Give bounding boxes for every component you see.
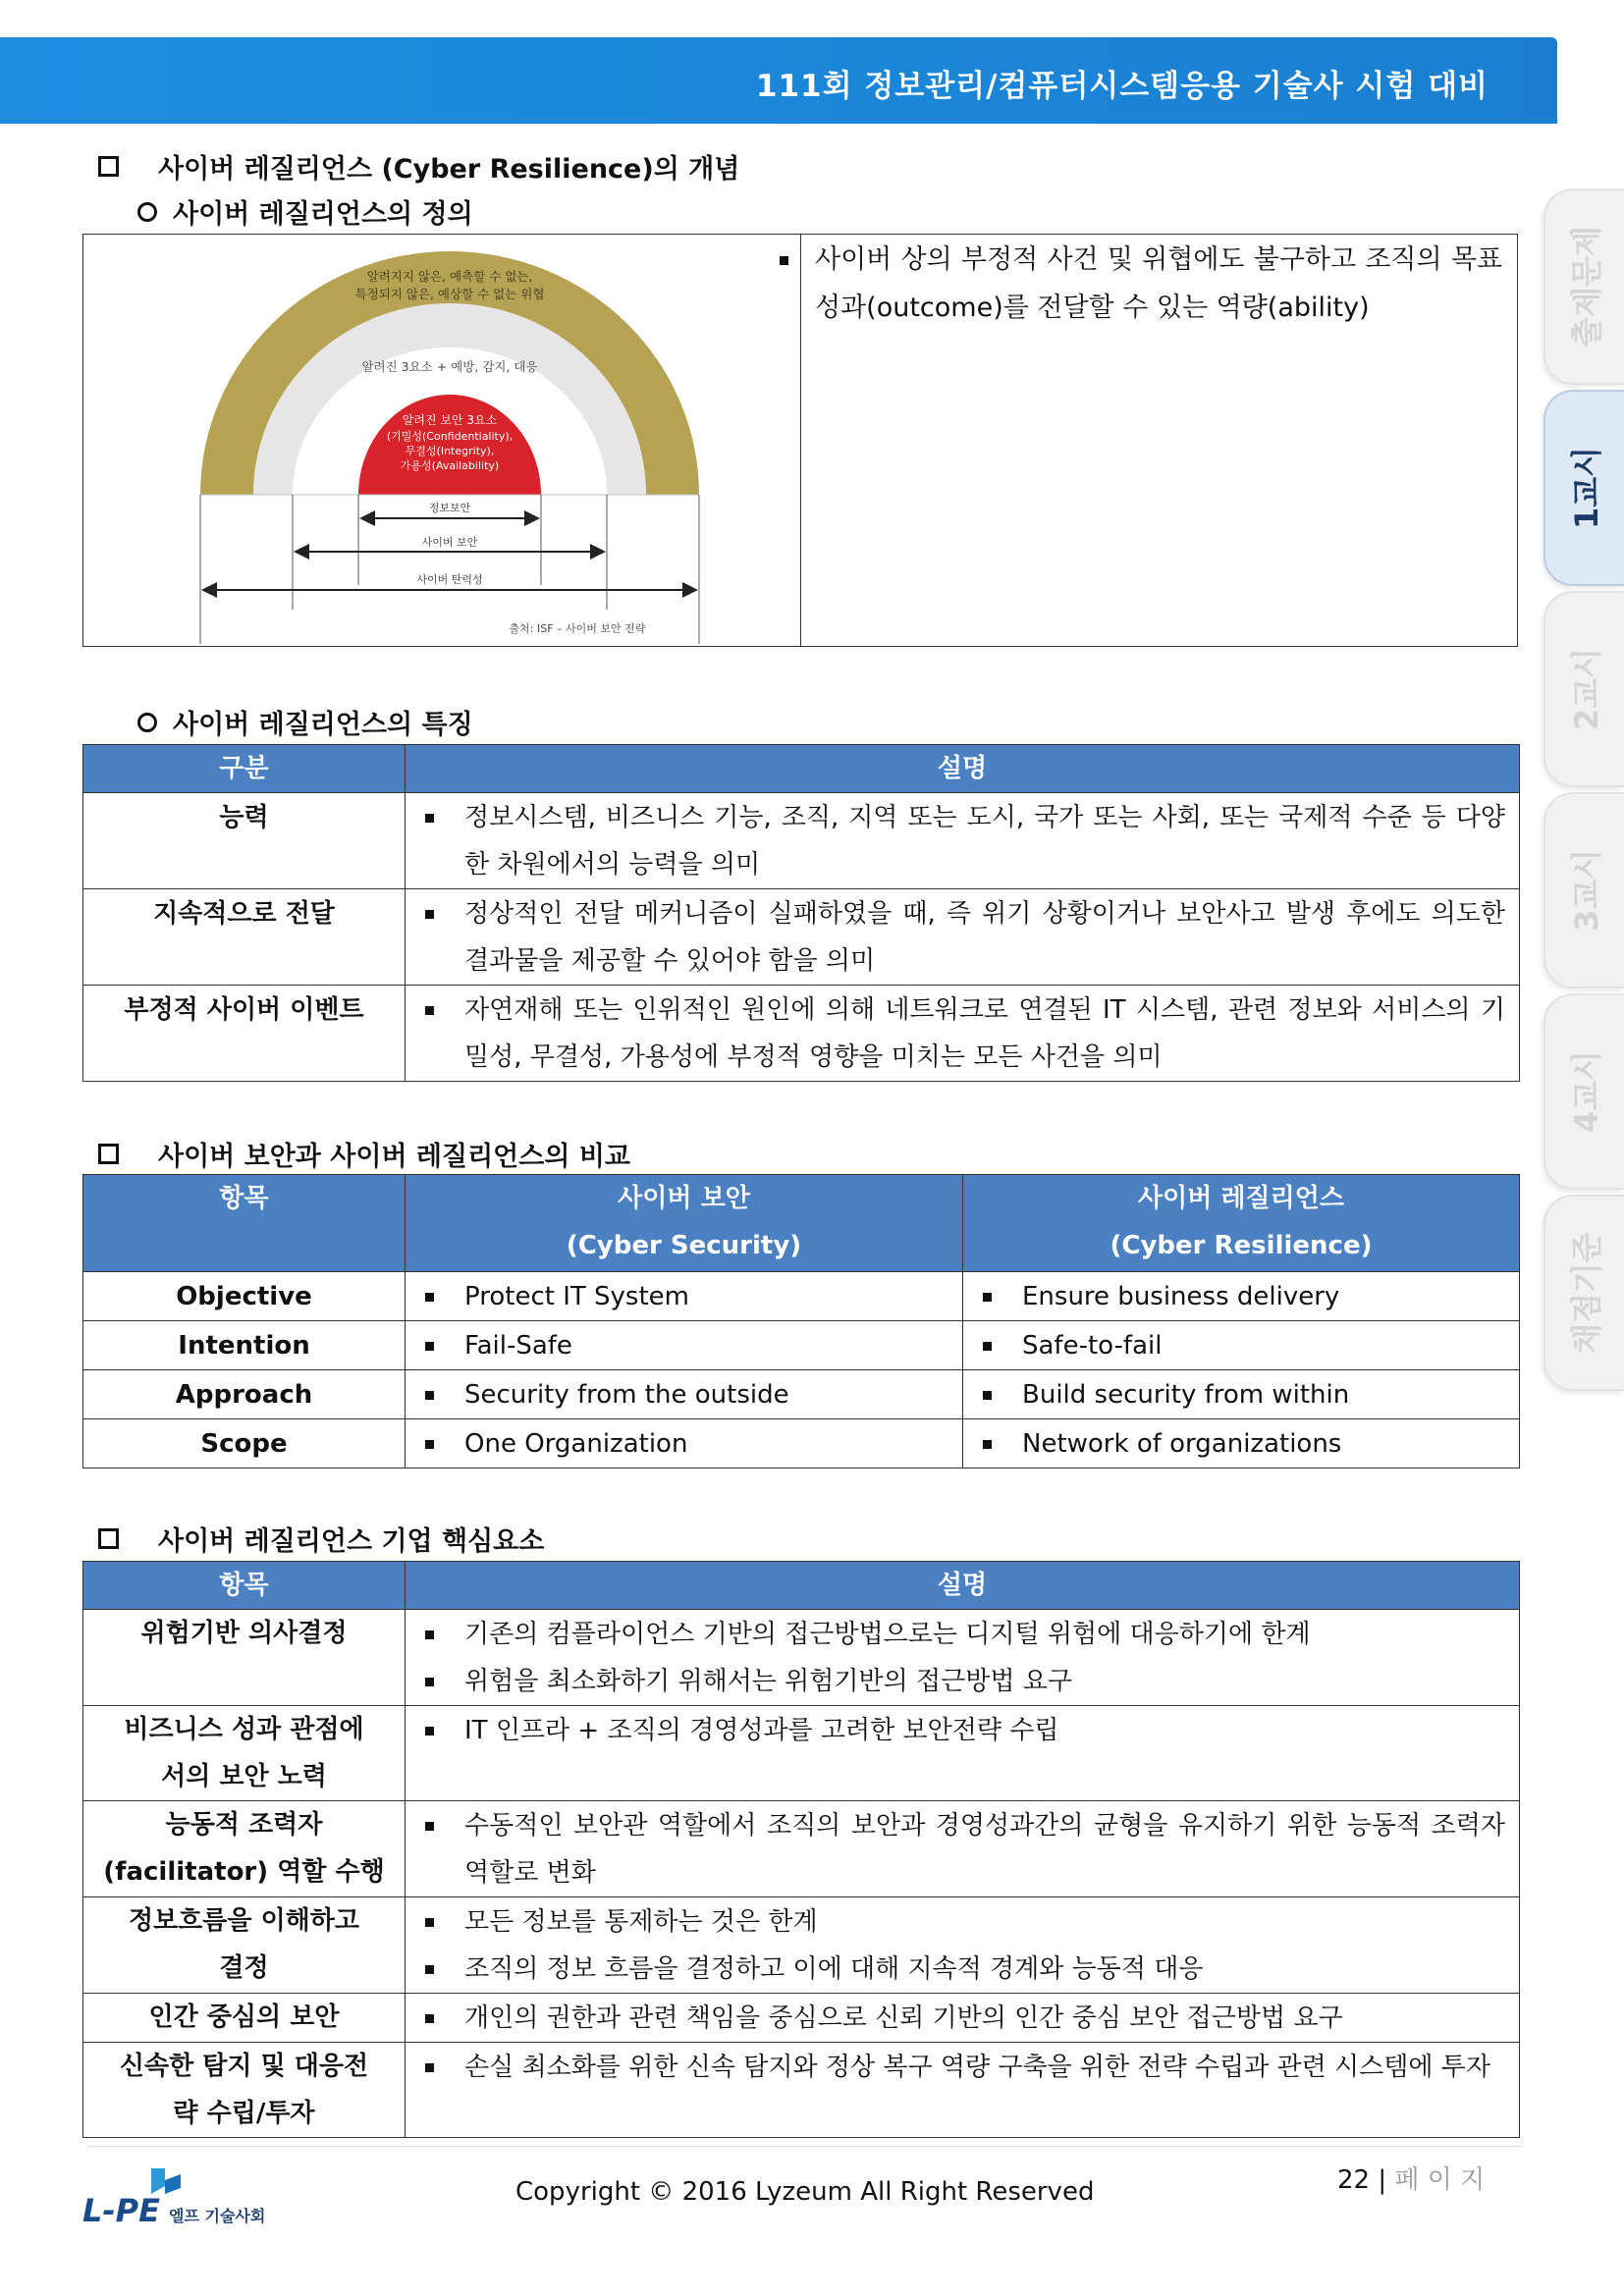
bullet-text: One Organization [464, 1420, 948, 1468]
row-key [83, 1610, 406, 1706]
checkbox-square-icon [98, 156, 119, 177]
bullet-text: 기존의 컴플라이언스 기반의 접근방법으로는 디지털 위험에 대응하기에 한계 [464, 1611, 1505, 1658]
tab-grading[interactable] [1543, 1195, 1624, 1391]
section-title-core-elements [98, 1520, 544, 1558]
arrow-label-cyber-security: 사이버 보안 [421, 536, 478, 549]
row-key: 부정적 사이버 이벤트 [83, 986, 406, 1082]
table-row [83, 889, 1520, 986]
key-line: (facilitator) 역할 수행 [103, 1857, 385, 1887]
definition-text: 사이버 상의 부정적 사건 및 위협에도 불구하고 조직의 목표 성과(outcome)를 전달할 수 있는 역량(ability) [815, 236, 1502, 332]
lpe-logo-icon [82, 2164, 279, 2233]
table-header: 구분 [83, 745, 406, 793]
header-subtext: (Cyber Security) [566, 1231, 802, 1260]
tab-period-3[interactable] [1543, 792, 1624, 988]
table-row [83, 1321, 1520, 1370]
bullet-text: Safe-to-fail [1022, 1322, 1505, 1369]
tab-label: 출제문제 [1568, 226, 1605, 347]
bullet-text: 손실 최소화를 위한 신속 탐지와 정상 복구 역량 구축을 위한 전략 수립과 관련 시스템에 투자 [464, 2044, 1505, 2091]
key-line: 서의 보안 노력 [161, 1762, 327, 1791]
row-key [83, 2043, 406, 2138]
table-row [83, 1272, 1520, 1321]
inner-item-3: 가용성(Availability) [400, 459, 500, 472]
table-row [83, 1706, 1520, 1801]
heading-text: 사이버 보안과 사이버 레질리언스의 비교 [158, 1142, 630, 1172]
copyright-text: Copyright © 2016 Lyzeum All Right Reserved [515, 2177, 1095, 2207]
row-key: Scope [83, 1419, 406, 1468]
heading-text: 사이버 레질리언스 (Cyber Resilience)의 개념 [158, 154, 740, 185]
bullet-text: Ensure business delivery [1022, 1273, 1505, 1320]
key-line: 인간 중심의 보안 [148, 2002, 340, 2032]
row-cell [963, 1370, 1520, 1419]
heading-text: 사이버 레질리언스의 특징 [173, 710, 473, 740]
row-cell [963, 1419, 1520, 1468]
circle-bullet-icon [137, 713, 157, 732]
row-desc [406, 889, 1520, 986]
tab-label: 채점기준 [1568, 1232, 1605, 1354]
heading-text: 사이버 레질리언스 기업 핵심요소 [158, 1526, 545, 1557]
subsection-features [137, 703, 473, 741]
tab-exam-questions[interactable] [1543, 188, 1624, 385]
bullet-text: 조직의 정보 흐름을 결정하고 이에 대해 지속적 경계와 능동적 대응 [464, 1946, 1505, 1993]
table-row [83, 1994, 1520, 2043]
diagram-source: 출처: ISF – 사이버 보안 전략 [509, 622, 646, 635]
row-key: 지속적으로 전달 [83, 889, 406, 986]
logo-subtext: 엘프 기술사회 [169, 2207, 266, 2225]
footer-divider [88, 2146, 1522, 2147]
checkbox-square-icon [98, 1144, 119, 1164]
tab-label: 4교시 [1568, 1049, 1605, 1134]
lpe-logo [82, 2164, 279, 2237]
header-subtext: (Cyber Resilience) [1110, 1231, 1373, 1260]
features-table [82, 744, 1520, 1082]
row-key [83, 1706, 406, 1801]
row-cell [963, 1321, 1520, 1370]
row-cell [406, 1321, 963, 1370]
key-line: 신속한 탐지 및 대응전 [119, 2052, 369, 2081]
row-key [83, 1897, 406, 1994]
tab-period-2[interactable] [1543, 591, 1624, 787]
core-elements-table [82, 1561, 1520, 2138]
row-key: 능력 [83, 793, 406, 889]
tab-period-4[interactable] [1543, 993, 1624, 1190]
table-header: 설명 [406, 1562, 1520, 1610]
bullet-text: Network of organizations [1022, 1420, 1505, 1468]
inner-title: 알려진 보안 3요소 [402, 413, 498, 427]
table-row [83, 1610, 1520, 1706]
table-header: 항목 [83, 1562, 406, 1610]
bullet-text: 개인의 권한과 관련 책임을 중심으로 신뢰 기반의 인간 중심 보안 접근방법 요구 [464, 1995, 1505, 2042]
bullet-text: Protect IT System [464, 1273, 948, 1320]
row-cell [406, 1370, 963, 1419]
outer-arch-text-2: 특정되지 않은, 예상할 수 없는 위협 [354, 287, 545, 301]
checkbox-square-icon [98, 1528, 119, 1549]
table-row [83, 1801, 1520, 1897]
row-cell [406, 1419, 963, 1468]
row-desc [406, 1994, 1520, 2043]
inner-item-1: (기밀성(Confidentiality), [386, 430, 514, 443]
row-cell [406, 1272, 963, 1321]
table-row [83, 1897, 1520, 1994]
table-header [83, 1175, 406, 1272]
row-key: Approach [83, 1370, 406, 1419]
table-header [406, 1175, 963, 1272]
row-desc [406, 986, 1520, 1082]
bullet-text: 자연재해 또는 인위적인 원인에 의해 네트워크로 연결된 IT 시스템, 관련 정보와 서비스의 기밀성, 무결성, 가용성에 부정적 영향을 미치는 모든 사건을 의미 [464, 987, 1505, 1081]
circle-bullet-icon [137, 202, 157, 222]
row-desc [406, 1706, 1520, 1801]
arrow-label-info-security: 정보보안 [428, 502, 471, 514]
table-row [83, 2043, 1520, 2138]
table-row [83, 793, 1520, 889]
table-header [963, 1175, 1520, 1272]
heading-text: 사이버 레질리언스의 정의 [173, 199, 473, 230]
table-row [83, 1419, 1520, 1468]
row-desc [406, 2043, 1520, 2138]
bullet-text: 모든 정보를 통제하는 것은 한계 [464, 1898, 1505, 1946]
tab-label: 1교시 [1568, 446, 1605, 530]
section-title-comparison [98, 1135, 630, 1173]
tab-period-1[interactable] [1543, 390, 1624, 586]
key-line: 위험기반 의사결정 [140, 1619, 348, 1648]
bullet-text: 정보시스템, 비즈니스 기능, 조직, 지역 또는 도시, 국가 또는 사회, 또는 국제적 수준 등 다양한 차원에서의 능력을 의미 [464, 794, 1505, 888]
resilience-arch-diagram [185, 251, 715, 644]
page-separator: | [1378, 2165, 1387, 2195]
tab-label: 3교시 [1568, 848, 1605, 933]
row-key: Intention [83, 1321, 406, 1370]
header-text: 사이버 레질리언스 [1138, 1184, 1344, 1213]
bullet-text: 수동적인 보안관 역할에서 조직의 보안과 경영성과간의 균형을 유지하기 위한 능동적 조력자 역할로 변화 [464, 1802, 1505, 1896]
outer-arch-text-1: 알려지지 않은, 예측할 수 없는, [366, 269, 533, 284]
key-line: 정보흐름을 이해하고 [128, 1906, 360, 1936]
header-title: 111회 정보관리/컴퓨터시스템응용 기술사 시험 대비 [755, 69, 1489, 104]
key-line: 능동적 조력자 [165, 1810, 323, 1840]
key-line: 략 수립/투자 [173, 2099, 315, 2128]
arrow-label-cyber-resilience: 사이버 탄력성 [416, 573, 483, 586]
tab-label: 2교시 [1568, 647, 1605, 731]
table-row [83, 986, 1520, 1082]
table-row [83, 1370, 1520, 1419]
logo-text: L-PE [82, 2192, 160, 2229]
header-text: 사이버 보안 [618, 1184, 750, 1213]
middle-arch-text: 알려진 3요소 + 예방, 감지, 대응 [361, 359, 538, 374]
bullet-text: Security from the outside [464, 1371, 948, 1418]
page-word: 페 이 지 [1394, 2165, 1486, 2195]
key-line: 결정 [219, 1953, 269, 1983]
row-key: Objective [83, 1272, 406, 1321]
comparison-table [82, 1174, 1520, 1468]
page-header [0, 37, 1557, 124]
row-key [83, 1994, 406, 2043]
bullet-text: IT 인프라 + 조직의 경영성과를 고려한 보안전략 수립 [464, 1707, 1505, 1754]
header-text: 항목 [219, 1184, 269, 1213]
bullet-text: Fail-Safe [464, 1322, 948, 1369]
section-title-concept [98, 147, 739, 186]
row-desc [406, 1897, 1520, 1994]
inner-item-2: 무결성(Integrity), [405, 445, 495, 457]
page-number: 22 [1337, 2165, 1371, 2195]
bullet-text: 정상적인 전달 메커니즘이 실패하였을 때, 즉 위기 상황이거나 보안사고 발생 후에도 의도한 결과물을 제공할 수 있어야 함을 의미 [464, 890, 1505, 985]
row-desc [406, 1610, 1520, 1706]
row-cell [963, 1272, 1520, 1321]
bullet-text: 위험을 최소화하기 위해서는 위험기반의 접근방법 요구 [464, 1658, 1505, 1705]
key-line: 비즈니스 성과 관점에 [124, 1715, 364, 1744]
row-key [83, 1801, 406, 1897]
page-indicator [1337, 2160, 1485, 2196]
definition-text-box [815, 236, 1502, 332]
bullet-text: Build security from within [1022, 1371, 1505, 1418]
row-desc [406, 793, 1520, 889]
subsection-definition [137, 192, 473, 231]
table-header: 설명 [406, 745, 1520, 793]
row-desc [406, 1801, 1520, 1897]
